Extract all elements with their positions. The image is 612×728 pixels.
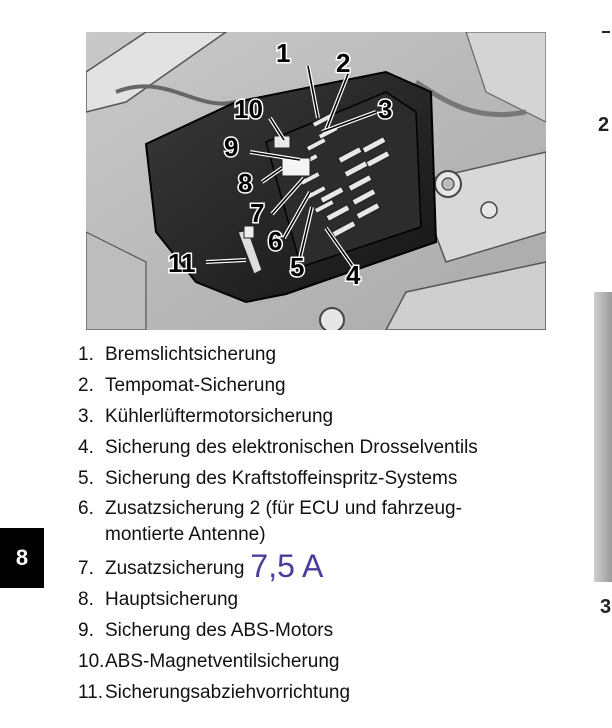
list-item <box>78 584 478 615</box>
item-number: 11. <box>78 682 104 703</box>
item-number: 5. <box>78 468 94 489</box>
callout-9: 9 <box>224 132 239 162</box>
callout-1: 1 <box>276 38 291 68</box>
item-text: Sicherungsabziehvorrichtung <box>105 682 351 703</box>
item-text: Bremslichtsicherung <box>105 344 277 365</box>
fuse-list <box>78 339 478 708</box>
item-text: Zusatzsicherung <box>105 558 245 579</box>
item-number: 8. <box>78 589 94 610</box>
item-number: 7. <box>78 558 94 579</box>
chapter-tab: 8 <box>0 528 44 588</box>
adjacent-page-photo <box>594 292 612 582</box>
item-number: 2. <box>78 375 94 396</box>
item-number: 10. <box>78 651 105 672</box>
item-text: Zusatzsicherung 2 (für ECU und fahrzeug- <box>105 498 462 519</box>
item-text: Sicherung des elektronischen Drosselventils <box>105 437 478 458</box>
callout-6: 6 <box>268 226 283 256</box>
item-number: 4. <box>78 437 94 458</box>
adjacent-page-number-a: 2 <box>598 114 610 136</box>
callout-11: 11 <box>168 248 196 278</box>
item-text-continuation: montierte Antenne) <box>105 524 266 545</box>
item-text: Kühlerlüftermotorsicherung <box>105 406 334 427</box>
fuse-box-drawing <box>86 32 546 330</box>
handwritten-amperage-note: 7,5 A <box>250 548 324 584</box>
callout-3: 3 <box>378 94 393 124</box>
list-item <box>78 494 478 551</box>
fuse-box-illustration <box>86 32 546 330</box>
callout-5: 5 <box>290 252 305 282</box>
callout-10: 10 <box>234 94 263 124</box>
item-text: Sicherung des Kraftstoffeinspritz-Systems <box>105 468 458 489</box>
callout-8: 8 <box>238 168 253 198</box>
item-number: 9. <box>78 620 94 641</box>
list-item <box>78 339 478 370</box>
list-item <box>78 548 478 584</box>
item-text: Tempomat-Sicherung <box>105 375 286 396</box>
list-item <box>78 615 478 646</box>
item-text: Hauptsicherung <box>105 589 239 610</box>
item-text: Sicherung des ABS-Motors <box>105 620 334 641</box>
item-number: 6. <box>78 498 94 519</box>
list-item <box>78 463 478 494</box>
item-number: 1. <box>78 344 94 365</box>
list-item <box>78 432 478 463</box>
callout-2: 2 <box>336 48 351 78</box>
list-item <box>78 401 478 432</box>
adjacent-page-number-b: 3 <box>600 596 612 618</box>
callout-4: 4 <box>346 260 361 290</box>
item-number: 3. <box>78 406 94 427</box>
adjacent-page-mark <box>600 26 612 46</box>
list-item <box>78 677 478 708</box>
list-item <box>78 370 478 401</box>
list-item <box>78 646 478 677</box>
item-text: ABS-Magnetventilsicherung <box>105 651 340 672</box>
callout-7: 7 <box>250 198 265 228</box>
